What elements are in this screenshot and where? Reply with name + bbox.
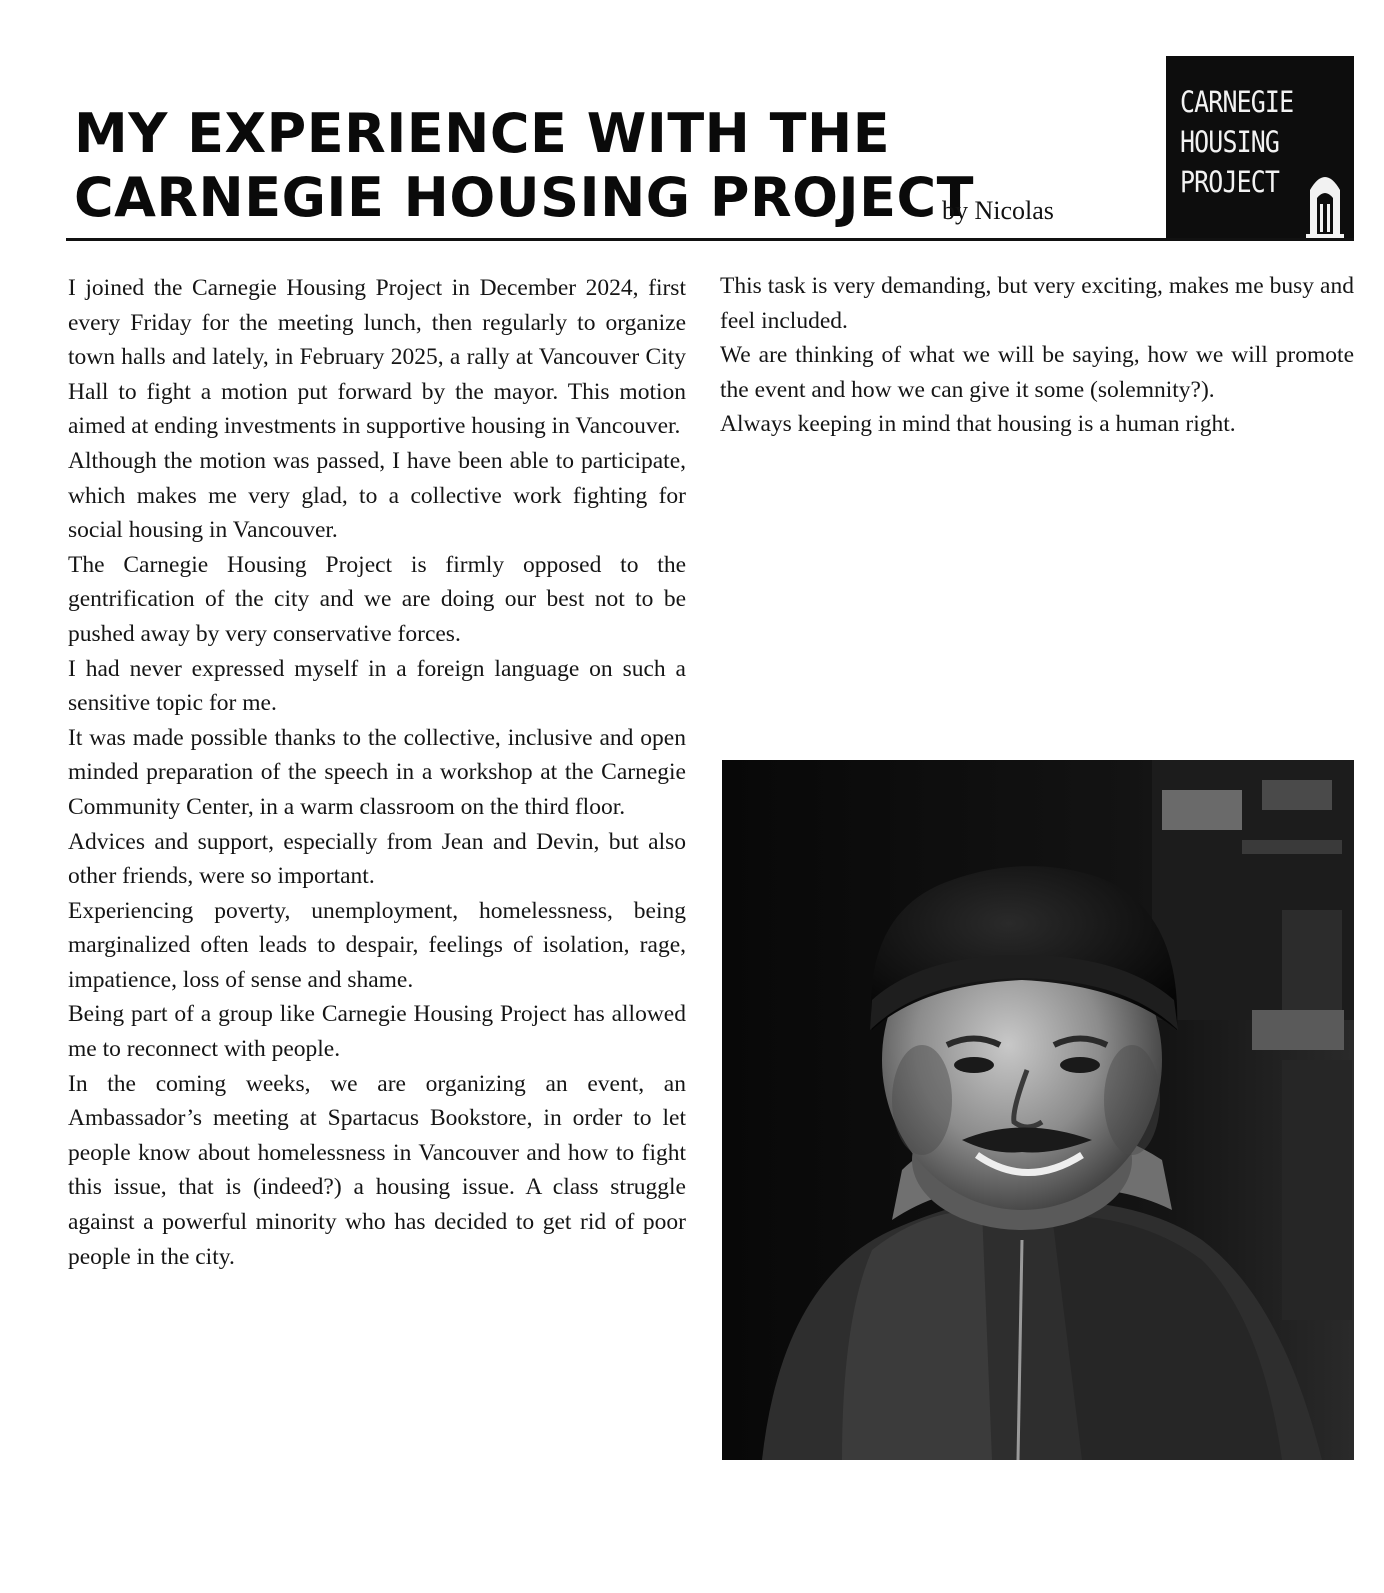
building-icon — [1306, 160, 1344, 238]
paragraph: I had never expressed myself in a foreign language on such a sensitive topic for me. — [68, 655, 686, 717]
portrait-illustration — [722, 760, 1354, 1460]
paragraph: Always keeping in mind that housing is a human right. — [720, 411, 1236, 438]
paragraph: Advices and support, especially from Jean and Devin, but also other friends, were so important. — [68, 828, 686, 890]
author-photo — [722, 760, 1354, 1460]
paragraph: Experiencing poverty, unemployment, homelessness, being marginalized often leads to despair, feelings of isolation, rage, impatience, loss of sense and shame. — [68, 897, 686, 993]
article-left-column — [68, 271, 686, 1274]
logo-line-2: HOUSING — [1180, 125, 1280, 159]
logo-line-1: CARNEGIE — [1180, 85, 1294, 119]
paragraph: It was made possible thanks to the collective, inclusive and open minded preparation of the speech in a workshop at the Carnegie Community Center, in a warm classroom on the third floor. — [68, 724, 686, 820]
paragraph: This task is very demanding, but very exciting, makes me busy and feel included. — [720, 273, 1354, 334]
title-line-2: CARNEGIE HOUSING PROJECT — [74, 166, 974, 229]
paragraph: I joined the Carnegie Housing Project in December 2024, first every Friday for the meeting lunch, then regularly to organize town halls and lately, in February 2025, a rally at Vancouver City Hall to fight a motion put forward by the mayor. This motion aimed at ending investments in supportive housing in Vancouver. — [68, 275, 686, 440]
paragraph: We are thinking of what we will be saying, how we will promote the event and how we can give it some (solemnity?). — [720, 342, 1354, 403]
logo-line-3: PROJECT — [1180, 165, 1280, 199]
header-divider — [66, 238, 1354, 241]
article-title — [74, 102, 974, 230]
paragraph: In the coming weeks, we are organizing an event, an Ambassador’s meeting at Spartacus Bookstore, in order to let people know about homelessness in Vancouver and how to fight this issue, that is (indeed?) a housing issue. A class struggle against a powerful minority who has decided to get rid of poor people in the city. — [68, 1070, 686, 1270]
article-right-column — [720, 269, 1354, 442]
paragraph: The Carnegie Housing Project is firmly opposed to the gentrification of the city and we are doing our best not to be pushed away by very conservative forces. — [68, 551, 686, 647]
paragraph: Although the motion was passed, I have been able to participate, which makes me very glad, to a collective work fighting for social housing in Vancouver. — [68, 447, 686, 544]
logo-text — [1180, 82, 1293, 202]
title-line-1: MY EXPERIENCE WITH THE — [74, 102, 891, 165]
author-byline: by Nicolas — [942, 196, 1054, 225]
carnegie-housing-project-logo — [1166, 56, 1354, 238]
paragraph: Being part of a group like Carnegie Housing Project has allowed me to reconnect with people. — [68, 1001, 686, 1063]
